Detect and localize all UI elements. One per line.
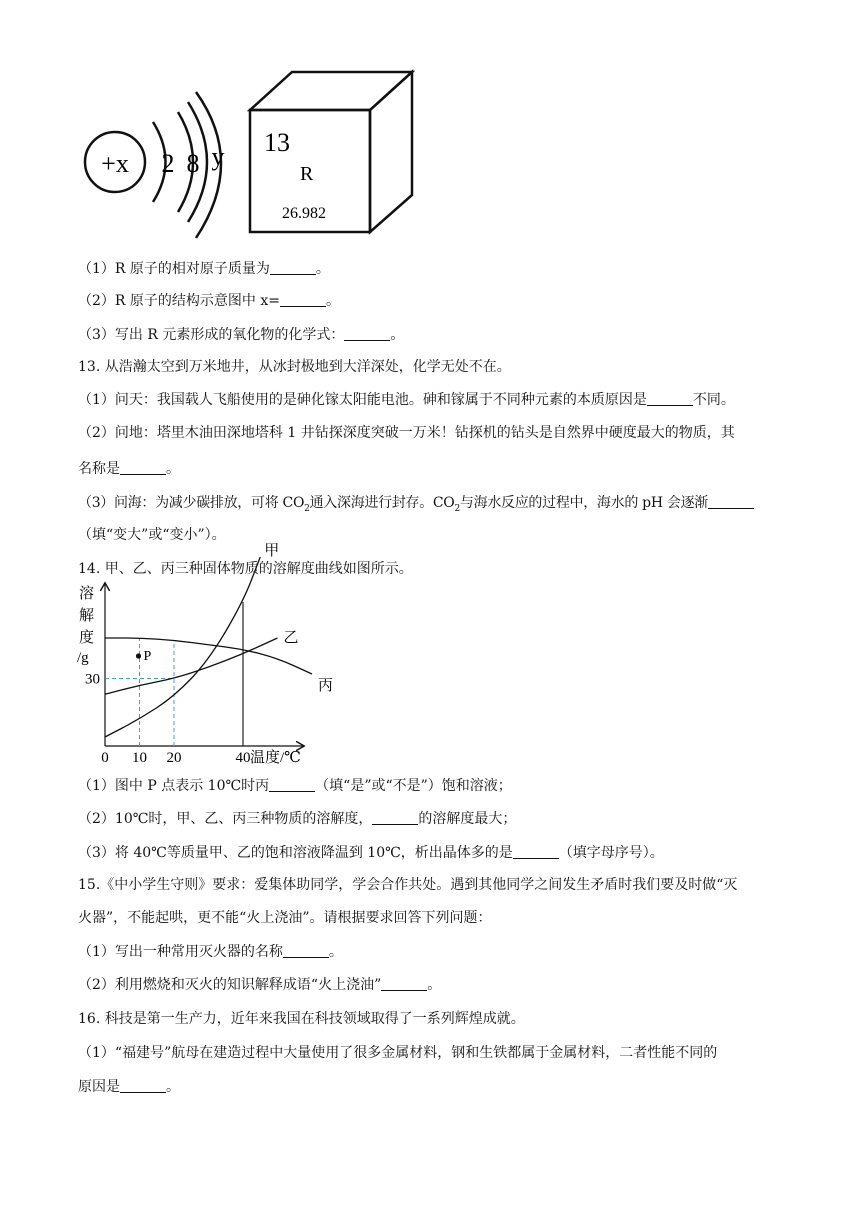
q13-part1-end: 不同。 xyxy=(692,392,735,408)
q14-part1-text: （1）图中 P 点表示 10℃时丙 xyxy=(78,778,270,794)
x-tick-40: 40 xyxy=(235,750,251,766)
y-axis-label-4: /g xyxy=(77,650,89,666)
y-axis-label-1: 溶 xyxy=(79,586,95,602)
punct: 。 xyxy=(390,327,405,343)
q12-part1 xyxy=(78,258,330,278)
x-tick-20: 20 xyxy=(166,750,182,766)
series-label-3: 丙 xyxy=(318,678,334,694)
punct: 。 xyxy=(315,261,330,277)
point-p-label: P xyxy=(143,649,152,664)
q15-part1 xyxy=(78,941,343,961)
q14-stem: 14. 甲、乙、丙三种固体物质的溶解度曲线如图所示。 xyxy=(78,561,413,577)
q12-part3-text: （3）写出 R 元素形成的氧化物的化学式： xyxy=(78,327,345,343)
q12-part3 xyxy=(78,324,404,344)
q12-part1-text: （1）R 原子的相对原子质量为 xyxy=(78,261,270,277)
shell-electrons-1: 2 xyxy=(161,149,175,178)
q15-part1-text: （1）写出一种常用灭火器的名称 xyxy=(78,944,283,960)
element-card xyxy=(248,70,416,236)
punct: 。 xyxy=(427,977,442,993)
atomic-number: 13 xyxy=(264,128,290,157)
answer-blank[interactable] xyxy=(381,977,427,991)
q16-part1: （1）“福建号”航母在建造过程中大量使用了很多金属材料，钢和生铁都属于金属材料，二者性能不同的 xyxy=(78,1045,718,1061)
q15-stem-1: 15.《中小学生守则》要求：爱集体助同学，学会合作共处。遇到其他同学之间发生矛盾时我们要及时做“灭 xyxy=(78,877,738,893)
series-label-1: 甲 xyxy=(264,543,280,559)
q16-part1-cont xyxy=(78,1076,180,1096)
answer-blank[interactable] xyxy=(708,495,754,509)
q15-part2 xyxy=(78,974,441,994)
cube-side-face xyxy=(370,72,412,232)
atom-structure-diagram xyxy=(78,100,248,245)
q13-part2-cont xyxy=(78,458,180,478)
series-label-2: 乙 xyxy=(283,630,299,646)
q13-part3-c: 与海水反应的过程中，海水的 pH 会逐渐 xyxy=(459,495,708,511)
answer-blank[interactable] xyxy=(372,811,418,825)
q13-part2-text: 名称是 xyxy=(78,461,120,477)
y-tick-30: 30 xyxy=(85,671,100,688)
q12-part2-text: （2）R 原子的结构示意图中 x= xyxy=(78,293,280,309)
q15-stem-2: 火器”，不能起哄，更不能“火上浇油”。请根据要求回答下列问题： xyxy=(78,910,492,926)
element-symbol: R xyxy=(300,163,314,185)
curve-2 xyxy=(105,638,278,694)
q13-part1-text: （1）问天：我国载人飞船使用的是砷化镓太阳能电池。砷和镓属于不同种元素的本质原因是 xyxy=(78,392,647,408)
q14-part1-end: （填“是”或“不是”）饱和溶液； xyxy=(315,778,512,794)
atomic-mass: 26.982 xyxy=(282,205,326,222)
q14-part2-end: 的溶解度最大； xyxy=(418,811,517,827)
answer-blank[interactable] xyxy=(120,461,166,475)
x-tick-0: 0 xyxy=(101,750,109,766)
q13-part3-cont: （填“变大”或“变小”）。 xyxy=(78,527,226,543)
punct: 。 xyxy=(325,293,340,309)
q13-stem: 13. 从浩瀚太空到万米地井，从冰封极地到大洋深处，化学无处不在。 xyxy=(78,359,511,375)
q14-part3-end: （填字母序号）。 xyxy=(558,845,664,861)
answer-blank[interactable] xyxy=(344,327,390,341)
q16-part1-text: 原因是 xyxy=(78,1079,120,1095)
nucleus-charge: +x xyxy=(101,149,129,178)
answer-blank[interactable] xyxy=(280,293,326,307)
shell-electrons-2: 8 xyxy=(186,149,200,178)
answer-blank[interactable] xyxy=(647,392,693,406)
q13-part3-b: 通入深海进行封存。CO xyxy=(309,495,455,511)
q13-part3-a: （3）问海：为减少碳排放，可将 CO xyxy=(78,495,305,511)
subscript: 2 xyxy=(454,503,460,514)
q14-part1 xyxy=(78,775,512,795)
q13-part1 xyxy=(78,389,735,409)
answer-blank[interactable] xyxy=(513,845,559,859)
shell-electrons-3: y xyxy=(211,142,225,171)
point-p xyxy=(136,653,141,658)
q14-part2 xyxy=(78,808,516,828)
y-axis-label-2: 解 xyxy=(79,608,95,624)
q15-part2-text: （2）利用燃烧和灭火的知识解释成语“火上浇油” xyxy=(78,977,382,993)
answer-blank[interactable] xyxy=(269,778,315,792)
q13-part2: （2）问地：塔里木油田深地塔科 1 井钻探深度突破一万米！钻探机的钻头是自然界中硬度最大的物质，其 xyxy=(78,425,735,441)
answer-blank[interactable] xyxy=(270,261,316,275)
q14-part3-text: （3）将 40℃等质量甲、乙的饱和溶液降温到 10℃，析出晶体多的是 xyxy=(78,845,513,861)
subscript: 2 xyxy=(304,503,310,514)
answer-blank[interactable] xyxy=(283,944,329,958)
q14-part2-text: （2）10℃时，甲、乙、丙三种物质的溶解度， xyxy=(78,811,373,827)
punct: 。 xyxy=(166,461,180,477)
punct: 。 xyxy=(328,944,343,960)
y-axis-label-3: 度 xyxy=(79,630,95,646)
q16-stem: 16. 科技是第一生产力，近年来我国在科技领域取得了一系列辉煌成就。 xyxy=(78,1011,525,1027)
q14-part3 xyxy=(78,842,664,862)
x-axis-label: 温度/℃ xyxy=(250,750,301,766)
q12-part2 xyxy=(78,290,340,310)
curve-1 xyxy=(105,557,260,737)
punct: 。 xyxy=(166,1079,180,1095)
q13-part3 xyxy=(78,492,754,514)
x-tick-10: 10 xyxy=(132,750,147,766)
answer-blank[interactable] xyxy=(120,1079,166,1093)
cube-top-face xyxy=(250,72,412,110)
